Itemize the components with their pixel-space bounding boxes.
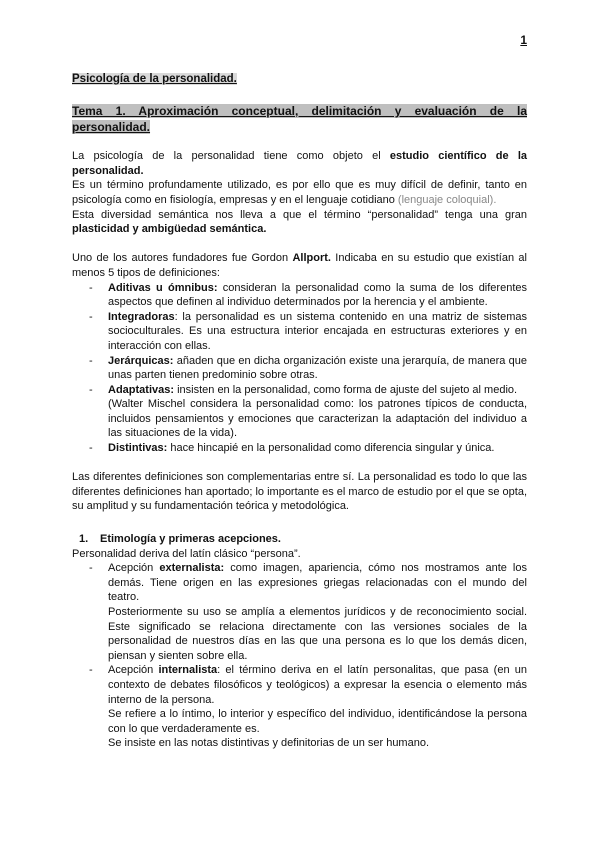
- bold-text: externalista:: [159, 562, 225, 575]
- list-item: [72, 310, 527, 354]
- text-run: como imagen, apariencia, cómo nos mostramos ante los demás. Tiene origen en las expresiones griegas relacionadas con el mundo del teatro.: [108, 562, 527, 604]
- section-title: Etimología y primeras acepciones.: [100, 533, 281, 546]
- acepciones-list: [72, 561, 527, 751]
- paragraph: [72, 178, 527, 207]
- dash-bullet: -: [89, 442, 93, 455]
- text-run: insisten en la personalidad, como forma de ajuste del sujeto al medio.: [174, 383, 518, 396]
- text-run: Indicaba en su estudio que existían al menos 5 tipos de definiciones:: [72, 252, 527, 279]
- bold-text: Aditivas u ómnibus:: [108, 281, 218, 294]
- list-paragraph: [108, 310, 527, 354]
- list-paragraph: [108, 397, 527, 441]
- text-run: Posteriormente su uso se amplía a elementos jurídicos y de reconocimiento social. Este significado se relaciona directamente con las versiones sociales de la personalidad de nuestros días en las que una persona es lo que los demás dicen, piensan y sienten sobre ella.: [108, 606, 527, 662]
- topic-heading: [72, 103, 527, 135]
- list-item: [72, 354, 527, 383]
- paragraph: [72, 547, 527, 562]
- bold-text: Distintivas:: [108, 442, 168, 455]
- list-paragraph: [108, 736, 527, 751]
- list-item: [72, 281, 527, 310]
- list-item: [72, 561, 527, 663]
- intro-section: [72, 149, 527, 237]
- list-paragraph: [108, 383, 527, 398]
- list-paragraph: [108, 561, 527, 605]
- text-run: La psicología de la personalidad tiene como objeto el: [72, 150, 390, 163]
- dash-bullet: -: [89, 281, 93, 294]
- paragraph: [72, 208, 527, 237]
- bold-text: estudio científico de la personalidad.: [72, 150, 527, 177]
- text-run: : la personalidad es un sistema contenido en una matriz de sistemas socioculturales. Es una estructura interior encajada en estructuras exteriores y en interacción con ellas.: [108, 310, 527, 352]
- dash-bullet: -: [89, 562, 93, 575]
- section-heading: [72, 532, 527, 547]
- bold-text: plasticidad y ambigüedad semántica.: [72, 223, 267, 236]
- text-run: consideran la personalidad como la suma de los diferentes aspectos que definen al individuo determinados por la herencia y el ambiente.: [108, 281, 527, 309]
- list-paragraph: [108, 354, 527, 383]
- list-item: [72, 383, 527, 441]
- text-run: : el término deriva en el latín personalitas, que pasa (en un contexto de debates filosóficos y teológicos) a expresar la esencia o elemento más interno de la persona.: [108, 664, 528, 706]
- text-run: hace hincapié en la personalidad como diferencia singular y única.: [167, 442, 495, 455]
- list-item: [72, 663, 527, 751]
- list-paragraph: [108, 605, 527, 663]
- text-run: Acepción: [108, 562, 160, 575]
- document-title: Psicología de la personalidad.: [72, 73, 237, 85]
- paragraph: [72, 251, 527, 280]
- dash-bullet: -: [89, 664, 93, 677]
- document-body: [72, 72, 527, 751]
- text-run: añaden que en dicha organización existe una jerarquía, de manera que unas parten tienen predominio sobre otras.: [108, 354, 527, 382]
- text-run: Acepción: [108, 664, 159, 677]
- bold-text: Jerárquicas:: [108, 354, 174, 367]
- allport-section: [72, 251, 527, 280]
- page-number: 1: [520, 33, 527, 47]
- etymology-paragraph: [72, 547, 527, 562]
- text-run: (Walter Mischel considera la personalidad como: los patrones típicos de conducta, incluidos pensamientos y emociones que caracterizan la adaptación del individuo a las situaciones de la vida).: [108, 398, 527, 440]
- text-run: Se insiste en las notas distintivas y definitorias de un ser humano.: [108, 737, 430, 750]
- list-paragraph: [108, 707, 527, 736]
- list-paragraph: [108, 441, 527, 456]
- text-run: Personalidad deriva del latín clásico “persona”.: [72, 547, 301, 560]
- definitions-list: [72, 281, 527, 456]
- bold-text: Adaptativas:: [108, 383, 175, 396]
- text-run: Esta diversidad semántica nos lleva a que el término “personalidad” tenga una gran: [72, 208, 527, 221]
- text-run: Uno de los autores fundadores fue Gordon: [72, 252, 293, 265]
- list-paragraph: [108, 281, 527, 310]
- text-run: (lenguaje coloquial).: [397, 193, 497, 206]
- bold-text: internalista: [158, 664, 218, 677]
- bold-text: Allport.: [292, 252, 331, 265]
- paragraph: [72, 470, 527, 514]
- bold-text: Integradoras: [108, 310, 175, 323]
- list-item: [72, 441, 527, 456]
- text-run: Es un término profundamente utilizado, es por ello que es muy difícil de definir, tanto en psicología como en fisiología, empresas y en el lenguaje cotidiano: [72, 179, 527, 206]
- text-run: Las diferentes definiciones son complementarias entre sí. La personalidad es todo lo que las diferentes definiciones han aportado; lo importante es el marco de estudio por el que se opta, su amplitud y su fundamentación teórica y metodológica.: [72, 471, 527, 513]
- dash-bullet: -: [89, 354, 93, 367]
- list-paragraph: [108, 663, 527, 707]
- conclusion-paragraph: [72, 470, 527, 514]
- dash-bullet: -: [89, 383, 93, 396]
- paragraph: [72, 149, 527, 178]
- topic-heading-text: Tema 1. Aproximación conceptual, delimitación y evaluación de la personalidad.: [72, 103, 527, 134]
- text-run: Se refiere a lo íntimo, lo interior y específico del individuo, identificándose la persona con lo que verdaderamente es.: [108, 708, 527, 735]
- dash-bullet: -: [89, 310, 93, 323]
- section-number: 1.: [79, 533, 89, 546]
